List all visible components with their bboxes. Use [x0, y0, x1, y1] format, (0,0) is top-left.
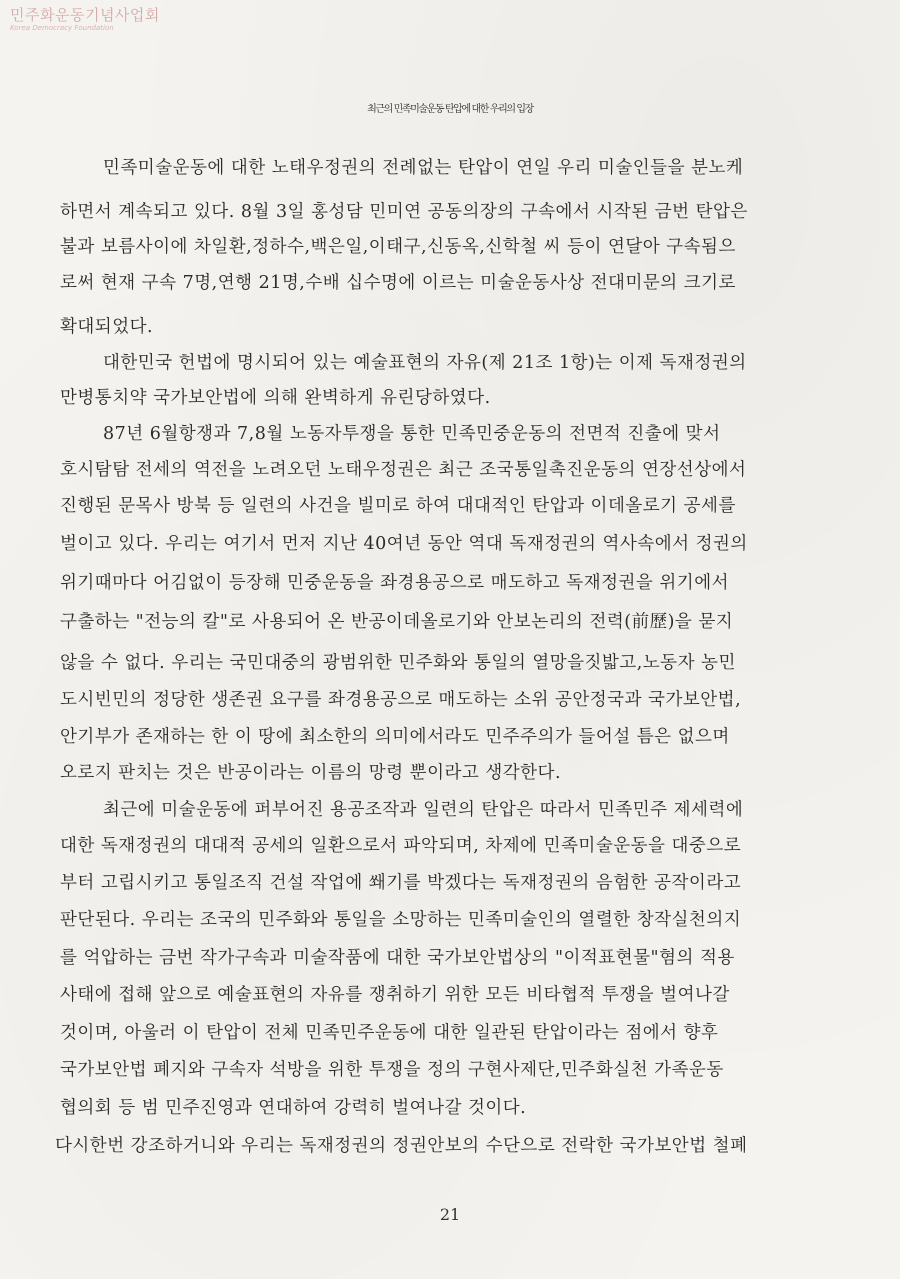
document-title: 최근의 민족미술운동 탄압에 대한 우리의 입장	[367, 104, 533, 115]
text-line: 민족미술운동에 대한 노태우정권의 전례없는 탄압이 연일 우리 미술인들을 분노케	[103, 158, 744, 178]
text-line: 를 억압하는 금번 작가구속과 미술작품에 대한 국가보안법상의 "이적표현물"혐의 적용	[60, 948, 735, 968]
text-line: 다시한번 강조하거니와 우리는 독재정권의 정권안보의 수단으로 전락한 국가보안법 철폐	[55, 1136, 748, 1156]
text-line: 안기부가 존재하는 한 이 땅에 최소한의 의미에서라도 민주주의가 들어설 틈은 없으며	[60, 727, 730, 747]
text-line: 진행된 문목사 방북 등 일련의 사건을 빌미로 하여 대대적인 탄압과 이데올로기 공세를	[60, 496, 736, 516]
text-line: 않을 수 없다. 우리는 국민대중의 광범위한 민주화와 통일의 열망을짓밟고,노동자 농민	[60, 653, 736, 673]
text-line: 확대되었다.	[60, 317, 154, 337]
text-line: 위기때마다 어김없이 등장해 민중운동을 좌경용공으로 매도하고 독재정권을 위기에서	[60, 573, 730, 593]
text-line: 대한민국 헌법에 명시되어 있는 예술표현의 자유(제 21조 1항)는 이제 독재정권의	[103, 353, 747, 373]
text-line: 87년 6월항쟁과 7,8월 노동자투쟁을 통한 민족민중운동의 전면적 진출에 맞서	[103, 424, 721, 444]
foundation-watermark	[10, 6, 160, 33]
watermark-english: Korea Democracy Foundation	[10, 24, 114, 32]
text-line: 만병통치약 국가보안법에 의해 완벽하게 유린당하였다.	[60, 388, 491, 408]
text-line: 국가보안법 폐지와 구속자 석방을 위한 투쟁을 정의 구현사제단,민주화실천 가족운동	[60, 1060, 724, 1080]
text-line: 최근에 미술운동에 퍼부어진 용공조작과 일련의 탄압은 따라서 민족민주 제세력에	[103, 800, 744, 820]
text-line: 구출하는 "전능의 칼"로 사용되어 온 반공이데올로기와 안보논리의 전력(前歷)을 묻지	[60, 612, 734, 632]
text-line: 도시빈민의 정당한 생존권 요구를 좌경용공으로 매도하는 소위 공안정국과 국가보안법,	[60, 690, 742, 710]
text-line: 호시탐탐 전세의 역전을 노려오던 노태우정권은 최근 조국통일촉진운동의 연장선상에서	[60, 460, 747, 480]
text-line: 불과 보름사이에 차일환,정하수,백은일,이태구,신동옥,신학철 씨 등이 연달아 구속됨으	[60, 237, 736, 257]
text-line: 오로지 판치는 것은 반공이라는 이름의 망령 뿐이라고 생각한다.	[60, 763, 562, 783]
text-line: 하면서 계속되고 있다. 8월 3일 홍성담 민미연 공동의장의 구속에서 시작된 금번 탄압은	[60, 202, 748, 222]
text-line: 협의회 등 범 민주진영과 연대하여 강력히 벌여나갈 것이다.	[60, 1098, 527, 1118]
text-line: 벌이고 있다. 우리는 여기서 먼저 지난 40여년 동안 역대 독재정권의 역사속에서 정권의	[60, 534, 748, 554]
watermark-korean: 민주화운동기념사업회	[10, 6, 160, 24]
text-line: 사태에 접해 앞으로 예술표현의 자유를 쟁취하기 위한 모든 비타협적 투쟁을 벌여나갈	[60, 985, 730, 1005]
text-line: 대한 독재정권의 대대적 공세의 일환으로서 파악되며, 차제에 민족미술운동을 대중으로	[60, 836, 742, 856]
text-line: 것이며, 아울러 이 탄압이 전체 민족민주운동에 대한 일관된 탄압이라는 점에서 향후	[60, 1023, 719, 1043]
page-number: 21	[439, 1205, 461, 1224]
text-line: 부터 고립시키고 통일조직 건설 작업에 쐐기를 박겠다는 독재정권의 음험한 공작이라고	[60, 873, 742, 893]
text-line: 판단된다. 우리는 조국의 민주화와 통일을 소망하는 민족미술인의 열렬한 창작실천의지	[60, 910, 742, 930]
text-line: 로써 현재 구속 7명,연행 21명,수배 십수명에 이르는 미술운동사상 전대미문의 크기로	[60, 273, 736, 293]
